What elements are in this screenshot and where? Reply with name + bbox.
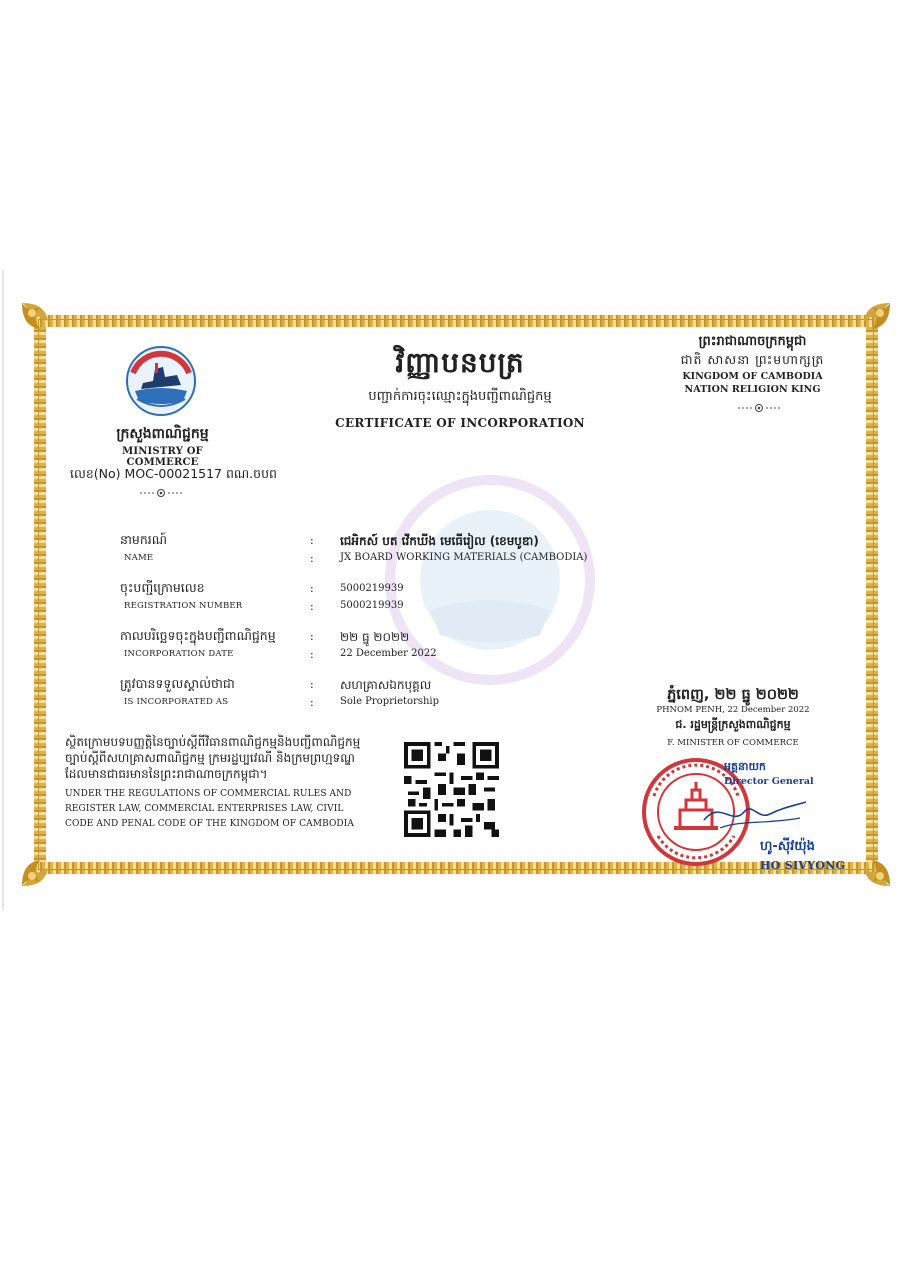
signer-title-en: Director General xyxy=(724,776,814,787)
divider-ornament-icon xyxy=(736,403,782,413)
field-label-kh: កាលបរិច្ឆេទចុះក្នុងបញ្ជីពាណិជ្ជកម្ម xyxy=(120,628,276,643)
divider-ornament-icon xyxy=(138,488,184,498)
field-value-kh: 5000219939 xyxy=(340,583,404,594)
field-label-en: NAME xyxy=(124,553,154,563)
national-motto-kh: ជាតិ សាសនា ព្រះមហាក្សត្រ xyxy=(680,352,825,367)
ministry-logo-icon xyxy=(125,345,197,417)
signer-name-en: HO SIVYONG xyxy=(760,859,846,872)
field-value-en: 22 December 2022 xyxy=(340,648,437,659)
field-label-kh: ចុះបញ្ជីក្រោមលេខ xyxy=(120,580,205,595)
field-value-kh: ជេអិកស៍ បត វើកឃីង មេធើរៀល (ខេមបូឌា) xyxy=(340,534,539,548)
corner-ornament-icon xyxy=(18,838,70,890)
ministry-name-en: MINISTRY OF COMMERCE xyxy=(122,446,203,468)
field-label-kh: នាមករណ៍ xyxy=(120,532,167,547)
signer-title-kh: អគ្គនាយក xyxy=(724,760,766,773)
issue-place-date-kh: ភ្នំពេញ, ២២ ធ្នូ ២០២២ xyxy=(667,687,799,703)
national-motto-en: NATION RELIGION KING xyxy=(684,384,821,395)
field-value-kh: សហគ្រាសឯកបុគ្គល xyxy=(340,678,432,692)
certificate-title-kh: វិញ្ញាបនបត្រ xyxy=(395,346,525,379)
ministry-name-kh: ក្រសួងពាណិជ្ជកម្ម xyxy=(116,426,209,442)
field-value-en: 5000219939 xyxy=(340,600,404,611)
legal-basis-en: UNDER THE REGULATIONS OF COMMERCIAL RULES AND REGISTER LAW, COMMERCIAL ENTERPRISES LAW, CIVIL CODE AND PENAL CODE OF THE KINGDOM OF CAMBODIA xyxy=(65,789,355,829)
legal-basis-kh: ស្ថិតក្រោមបទបញ្ញត្តិនៃច្បាប់ស្តីពីវិធានពាណិជ្ជកម្មនិងបញ្ជីពាណិជ្ជកម្ម ច្បាប់ស្តីពីសហគ្រាសពាណិជ្ជកម្ម ក្រមរដ្ឋប្បវេណី និងក្រមព្រហ្មទណ្ឌ ដែលមានជាធរមាននៃព្រះរាជាណាចក្រកម្ពុជា។ xyxy=(65,735,361,781)
field-label-en: REGISTRATION NUMBER xyxy=(124,601,243,611)
issue-place-date-en: PHNOM PENH, 22 December 2022 xyxy=(656,705,810,715)
corner-ornament-icon xyxy=(18,299,70,351)
on-behalf-en: F. MINISTER OF COMMERCE xyxy=(667,738,799,748)
corner-ornament-icon xyxy=(842,838,894,890)
on-behalf-kh: ជ. រដ្ឋមន្ត្រីក្រសួងពាណិជ្ជកម្ម xyxy=(675,718,791,731)
page-edge xyxy=(2,270,4,910)
field-value-en: JX BOARD WORKING MATERIALS (CAMBODIA) xyxy=(340,552,588,563)
field-label-en: INCORPORATION DATE xyxy=(124,649,234,659)
field-value-kh: ២២ ធ្នូ ២០២២ xyxy=(340,630,410,644)
handwritten-signature-icon xyxy=(700,790,810,835)
certificate-title-en: CERTIFICATE OF INCORPORATION xyxy=(335,416,585,430)
certificate-subtitle-kh: បញ្ជាក់ការចុះឈ្មោះក្នុងបញ្ជីពាណិជ្ជកម្ម xyxy=(368,389,552,404)
signer-name-kh: ហូ-ស៊ីវយ៉ុង xyxy=(760,839,815,854)
kingdom-name-kh: ព្រះរាជាណាចក្រកម្ពុជា xyxy=(698,334,807,349)
kingdom-name-en: KINGDOM OF CAMBODIA xyxy=(682,371,823,382)
field-label-kh: ត្រូវបានទទួលស្គាល់ថាជា xyxy=(120,676,235,691)
field-value-en: Sole Proprietorship xyxy=(340,696,439,707)
qr-code-icon[interactable] xyxy=(404,742,499,837)
field-label-en: IS INCORPORATED AS xyxy=(124,697,229,707)
reference-number: លេខ(No) MOC-00021517 ពណ.ចបព xyxy=(70,466,277,481)
